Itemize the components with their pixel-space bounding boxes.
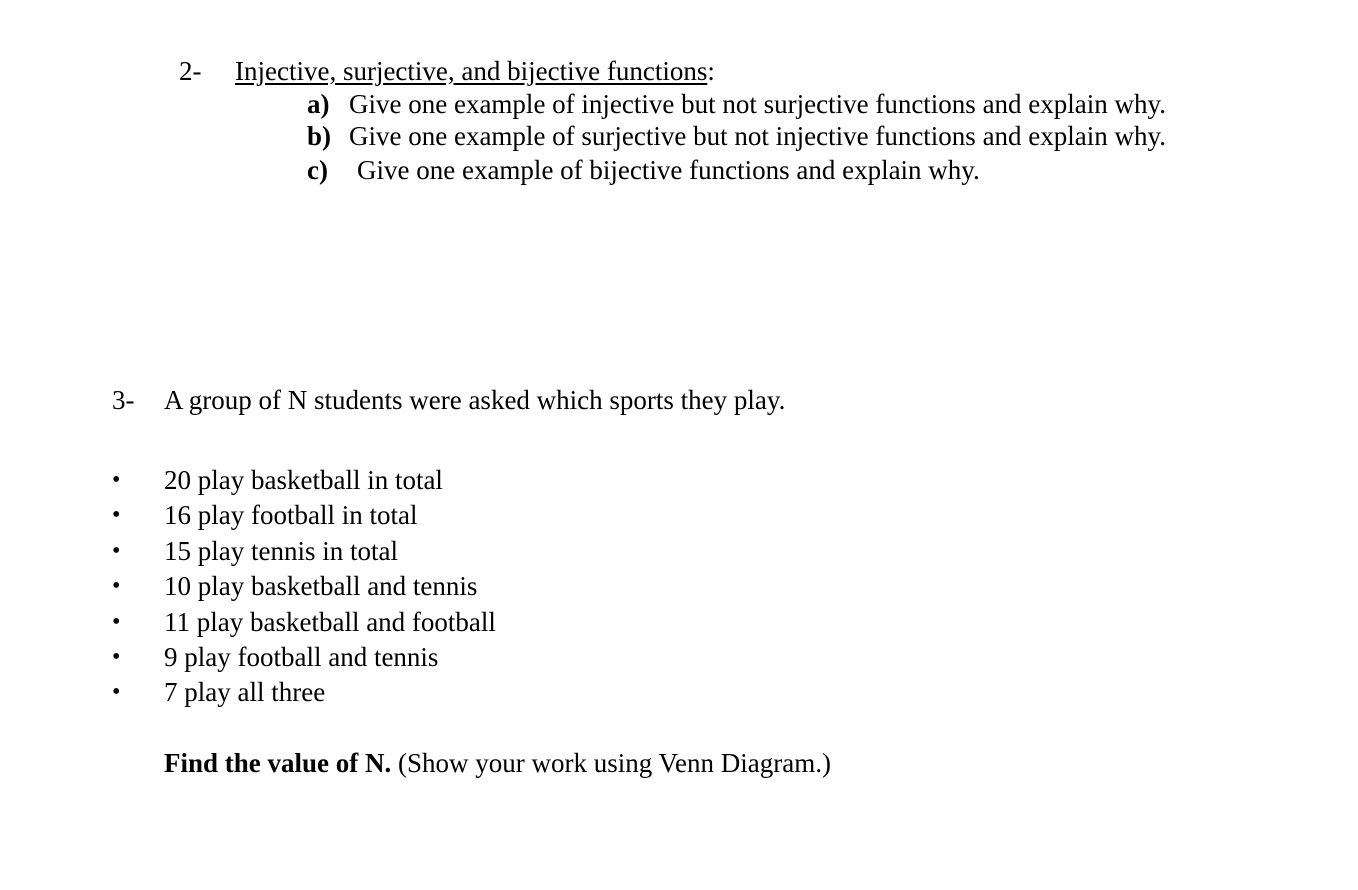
fact-list-item: 10 play basketball and tennis [164, 571, 478, 601]
sub-item-b-letter: b) [307, 121, 332, 151]
sub-item-b-text: Give one example of surjective but not injective functions and explain why. [349, 121, 1167, 151]
question-2-title-text: Injective, surjective, and bijective functions [235, 56, 708, 86]
fact-list-item: 16 play football in total [164, 500, 418, 530]
fact-list-item: 15 play tennis in total [164, 536, 398, 566]
sub-item-c-text: Give one example of bijective functions and explain why. [357, 155, 980, 185]
bullet-icon: • [112, 467, 121, 493]
sub-item-c-letter: c) [307, 155, 328, 185]
bullet-icon: • [112, 644, 121, 670]
bullet-icon: • [112, 538, 121, 564]
bullet-icon: • [112, 502, 121, 528]
task-instruction [164, 748, 831, 779]
question-3-number: 3- [112, 385, 135, 415]
sub-item-a-text: Give one example of injective but not surjective functions and explain why. [349, 89, 1167, 119]
fact-list-item: 9 play football and tennis [164, 642, 439, 672]
bullet-icon: • [112, 609, 121, 635]
bullet-icon: • [112, 679, 121, 705]
question-2-number: 2- [179, 56, 202, 86]
task-instruction-note: (Show your work using Venn Diagram.) [391, 748, 831, 778]
question-2-title-colon: : [707, 56, 715, 86]
question-2-title [235, 56, 715, 87]
fact-list-item: 11 play basketball and football [164, 607, 496, 637]
question-3-prompt: A group of N students were asked which sports they play. [164, 385, 786, 415]
fact-list-item: 7 play all three [164, 677, 326, 707]
task-instruction-bold: Find the value of N. [164, 748, 392, 778]
bullet-icon: • [112, 573, 121, 599]
sub-item-a-letter: a) [307, 89, 330, 119]
fact-list-item: 20 play basketball in total [164, 465, 443, 495]
